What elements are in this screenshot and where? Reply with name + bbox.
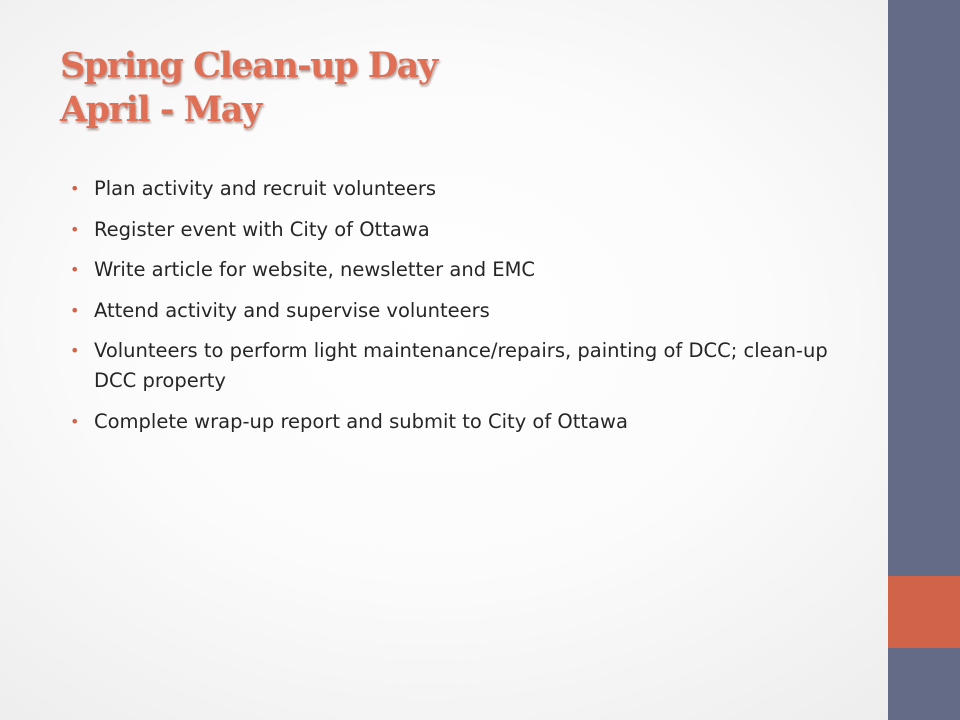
bullet-item bbox=[70, 296, 850, 326]
bullet-text: Register event with City of Ottawa bbox=[94, 217, 430, 241]
bullet-text: Write article for website, newsletter and EMC bbox=[94, 258, 536, 281]
bullet-item bbox=[70, 336, 850, 396]
bullet-icon: • bbox=[70, 300, 80, 320]
bullet-item bbox=[70, 407, 850, 437]
bullet-item bbox=[70, 174, 850, 204]
bullet-icon: • bbox=[70, 341, 80, 360]
bullet-item bbox=[70, 255, 850, 285]
bullet-text: Complete wrap-up report and submit to City of Ottawa bbox=[94, 409, 628, 433]
bullet-icon: • bbox=[70, 411, 80, 431]
title-line-2: April - May bbox=[60, 89, 261, 130]
side-accent-block bbox=[888, 576, 960, 648]
bullet-list bbox=[70, 174, 850, 447]
title-line-1: Spring Clean-up Day bbox=[60, 45, 437, 86]
slide-title bbox=[60, 44, 860, 132]
bullet-icon: • bbox=[70, 179, 80, 198]
bullet-text: Volunteers to perform light maintenance/repairs, painting of DCC; clean-up DCC property bbox=[94, 339, 828, 392]
bullet-item bbox=[70, 215, 850, 245]
bullet-icon: • bbox=[70, 219, 80, 239]
bullet-icon: • bbox=[70, 260, 80, 279]
bullet-text: Attend activity and supervise volunteers bbox=[94, 298, 490, 322]
bullet-text: Plan activity and recruit volunteers bbox=[94, 177, 437, 200]
